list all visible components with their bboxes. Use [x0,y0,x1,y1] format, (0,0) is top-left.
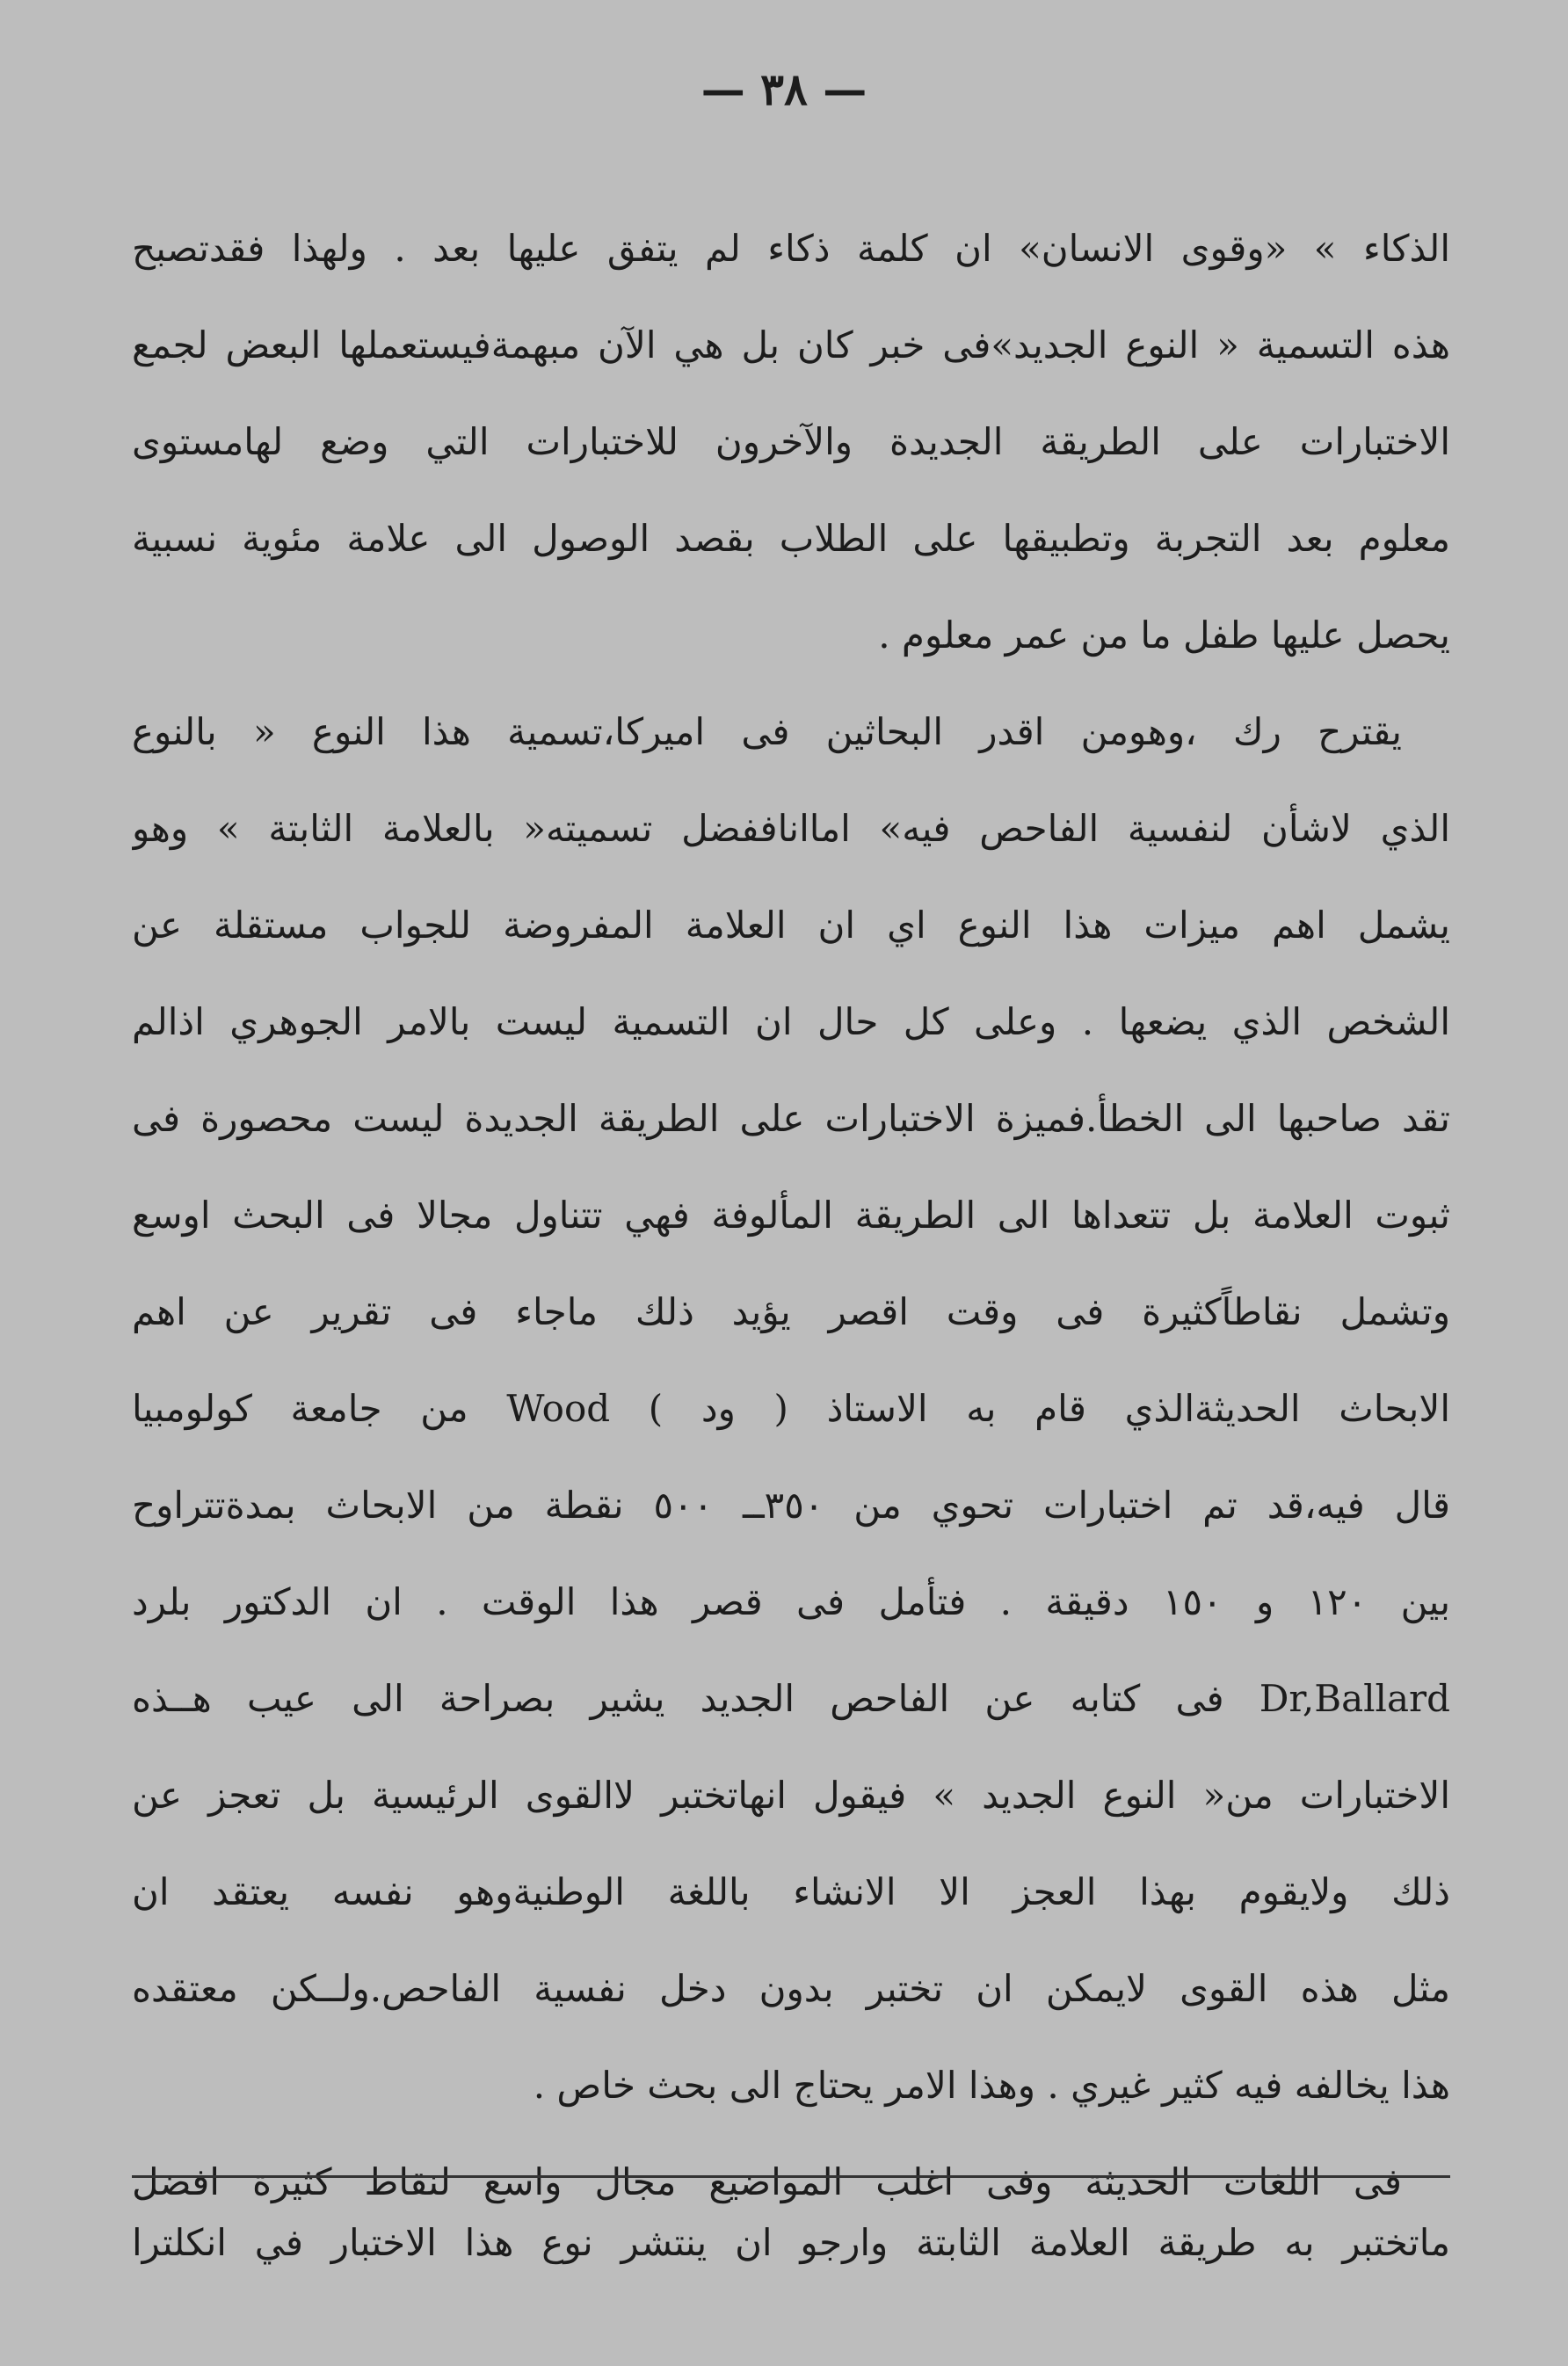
text-line: يحصل عليها طفل ما من عمر معلوم . [878,613,1450,657]
body-text [132,200,1450,2231]
text-line: هذه التسمية « النوع الجديد»فى خبر كان بل هي الآن مبهمةفيستعملها البعض لجمع [132,323,1450,367]
text-line: قال فيه،قد تم اختبارات تحوي من ٣٥٠ــ ٥٠٠ نقطة من الابحاث بمدةتتراوح [132,1484,1450,1527]
text-line: تقد صاحبها الى الخطأ.فميزة الاختبارات على الطريقة الجديدة ليست محصورة فى [132,1097,1450,1140]
text-line: الذي لاشأن لنفسية الفاحص فيه» امااناففضل تسميته« بالعلامة الثابتة » وهو [132,807,1450,850]
text-line: وتشمل نقاطاًكثيرة فى وقت اقصر يؤيد ذلك ماجاء فى تقرير عن اهم [132,1290,1450,1333]
text-line: بين ١٢٠ و ١٥٠ دقيقة . فتأمل فى قصر هذا الوقت . ان الدكتور بلرد [132,1580,1450,1623]
text-line: الاختبارات على الطريقة الجديدة والآخرون للاختبارات التي وضع لهامستوى [132,420,1450,463]
text-line: الاختبارات من« النوع الجديد » فيقول انهاتختبر لاالقوى الرئيسية بل تعجز عن [132,1774,1450,1817]
text-line: الابحاث الحديثةالذي قام به الاستاذ ( ود ) Wood من جامعة كولومبيا [132,1387,1450,1430]
text-line: مثل هذه القوى لايمكن ان تختبر بدون دخل نفسية الفاحص.ولــكن معتقده [132,1967,1450,2010]
horizontal-rule [132,2175,1450,2178]
text-line: الشخص الذي يضعها . وعلى كل حال ان التسمية ليست بالامر الجوهري اذالم [132,1000,1450,1043]
page-number: — ٣٨ — [701,63,867,115]
text-line: الذكاء » «وقوى الانسان» ان كلمة ذكاء لم يتفق عليها بعد . ولهذا فقدتصبح [132,227,1450,270]
text-line: ذلك ولايقوم بهذا العجز الا الانشاء باللغة الوطنيةوهو نفسه يعتقد ان [132,1870,1450,1913]
text-line: هذا يخالفه فيه كثير غيري . وهذا الامر يحتاج الى بحث خاص . [533,2064,1450,2107]
text-line: يقترح رك ،وهومن اقدر البحاثين فى اميركا،تسمية هذا النوع « بالنوع [132,710,1403,753]
text-line: ثبوت العلامة بل تتعداها الى الطريقة المألوفة فهي تتناول مجالا فى البحث اوسع [132,1194,1450,1237]
text-line: Dr,Ballard فى كتابه عن الفاحص الجديد يشير بصراحة الى عيب هــذه [132,1677,1450,1720]
text-line: معلوم بعد التجربة وتطبيقها على الطلاب بقصد الوصول الى علامة مئوية نسبية [132,517,1450,560]
text-line: فى اللغات الحديثة وفى اغلب المواضيع مجال واسع لنقاط كثيرة افضل [132,2160,1402,2203]
text-line: يشمل اهم ميزات هذا النوع اي ان العلامة المفروضة للجواب مستقلة عن [132,904,1450,947]
footer-text-line: ماتختبر به طريقة العلامة الثابتة وارجو ان ينتشر نوع هذا الاختبار في انكلترا [132,2221,1450,2264]
